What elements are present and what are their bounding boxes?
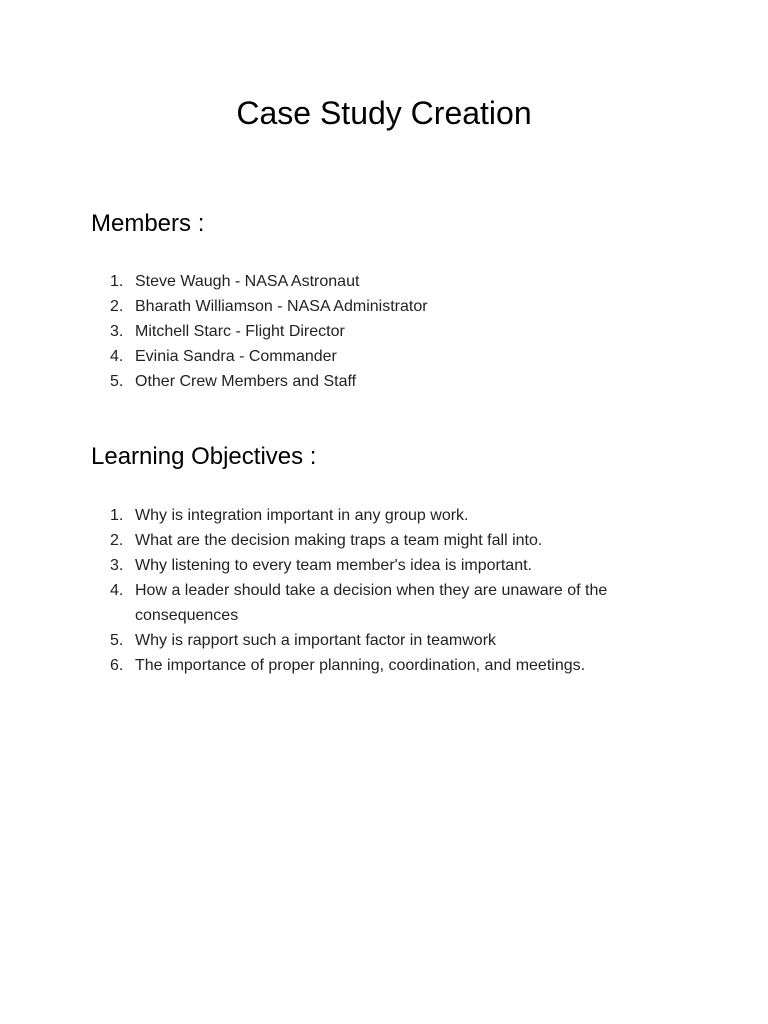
objective-text: Why listening to every team member's idea is important. xyxy=(135,557,532,574)
objective-item xyxy=(0,503,665,528)
member-item xyxy=(0,369,665,394)
list-number: 4. xyxy=(110,348,124,365)
member-text: Evinia Sandra - Commander xyxy=(135,348,337,365)
objective-item xyxy=(0,653,665,678)
objectives-list xyxy=(0,503,768,678)
list-number: 3. xyxy=(110,323,124,340)
objective-text: Why is integration important in any group work. xyxy=(135,507,469,524)
members-list xyxy=(0,269,768,394)
objective-text: What are the decision making traps a team might fall into. xyxy=(135,532,543,549)
member-text: Bharath Williamson - NASA Administrator xyxy=(135,298,428,315)
list-number: 2. xyxy=(110,298,124,315)
list-number: 5. xyxy=(110,632,124,649)
member-item xyxy=(0,319,665,344)
list-number: 3. xyxy=(110,557,124,574)
list-number: 1. xyxy=(110,273,124,290)
member-item xyxy=(0,294,665,319)
member-text: Steve Waugh - NASA Astronaut xyxy=(135,273,360,290)
list-number: 4. xyxy=(110,582,124,599)
page-title: Case Study Creation xyxy=(236,95,532,131)
objective-text: The importance of proper planning, coordination, and meetings. xyxy=(135,657,586,674)
member-text: Other Crew Members and Staff xyxy=(135,373,357,390)
list-number: 1. xyxy=(110,507,124,524)
objective-item xyxy=(0,628,665,653)
objective-item xyxy=(0,553,665,578)
list-number: 5. xyxy=(110,373,124,390)
list-number: 6. xyxy=(110,657,124,674)
objective-item xyxy=(0,528,665,553)
member-text: Mitchell Starc - Flight Director xyxy=(135,323,345,340)
list-number: 2. xyxy=(110,532,124,549)
objective-text: Why is rapport such a important factor in teamwork xyxy=(135,632,497,649)
objective-item xyxy=(0,578,665,628)
members-heading: Members : xyxy=(91,210,205,237)
member-item xyxy=(0,344,665,369)
member-item xyxy=(0,269,665,294)
learning-objectives-heading: Learning Objectives : xyxy=(91,443,317,470)
objective-text: How a leader should take a decision when they are unaware of the consequences xyxy=(135,582,608,624)
